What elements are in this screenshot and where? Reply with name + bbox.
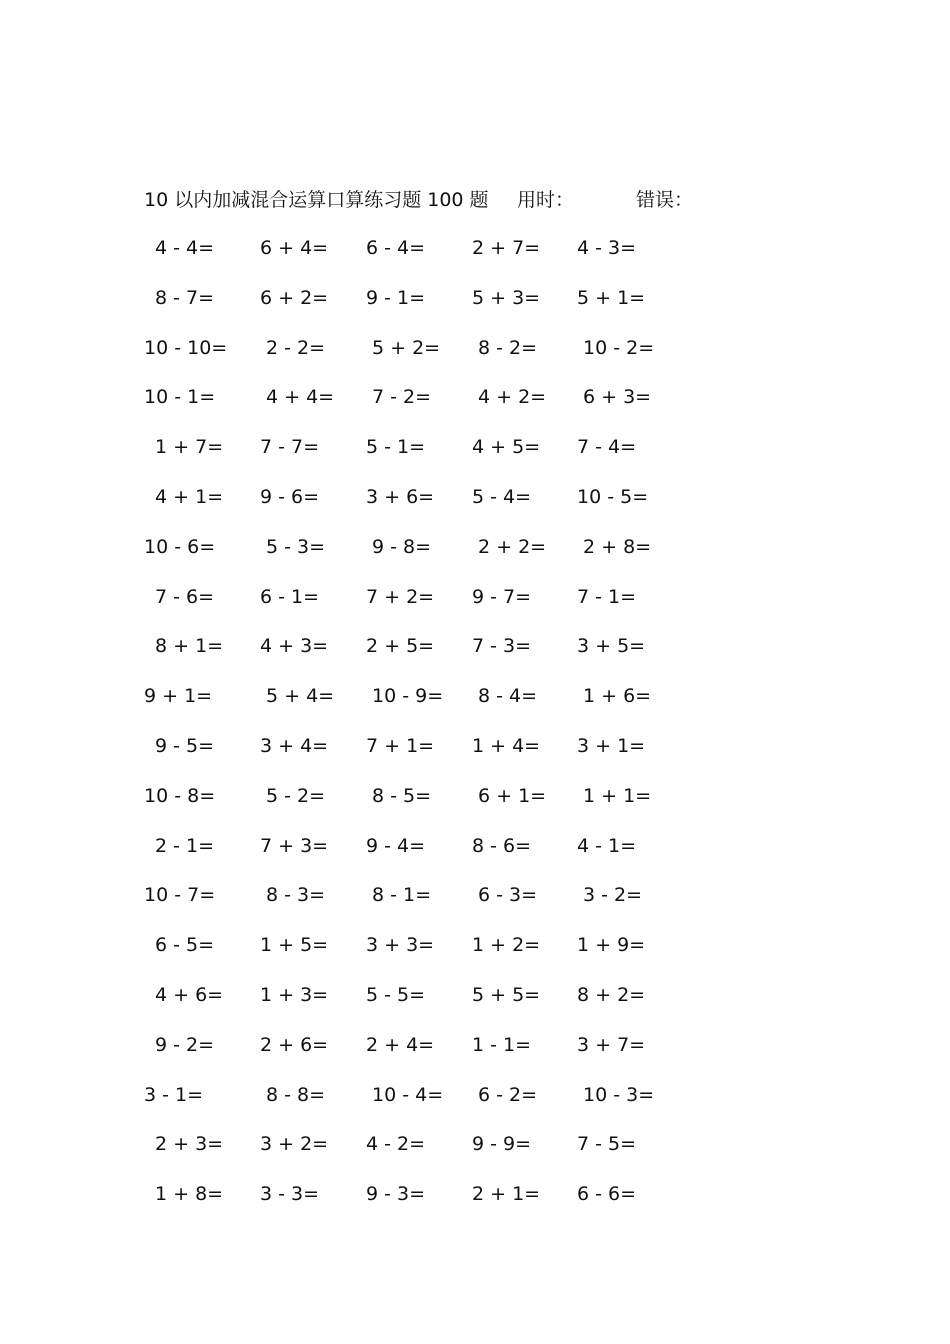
worksheet-title: 10 以内加减混合运算口算练习题 100 题 xyxy=(144,189,489,211)
problem-item: 4 + 3= xyxy=(260,635,329,658)
problem-item: 5 + 1= xyxy=(577,286,646,309)
problem-row xyxy=(0,532,950,582)
problem-item: 9 - 4= xyxy=(366,834,426,857)
problem-item: 9 - 5= xyxy=(155,734,215,757)
problem-item: 3 + 5= xyxy=(577,635,646,658)
problem-item: 10 - 8= xyxy=(144,784,216,807)
problem-item: 9 - 7= xyxy=(472,585,532,608)
problem-row xyxy=(0,681,950,731)
problem-row xyxy=(0,333,950,383)
problem-item: 9 - 8= xyxy=(372,535,432,558)
problem-item: 1 + 1= xyxy=(583,784,652,807)
problem-item: 8 + 1= xyxy=(155,635,224,658)
problem-item: 10 - 7= xyxy=(144,884,216,907)
error-count-label: 错误： xyxy=(636,189,694,211)
problem-item: 2 + 5= xyxy=(366,635,435,658)
problem-item: 2 + 3= xyxy=(155,1133,224,1156)
problem-item: 3 + 1= xyxy=(577,734,646,757)
problem-row xyxy=(0,582,950,632)
problem-item: 10 - 6= xyxy=(144,535,216,558)
problem-row xyxy=(0,1080,950,1130)
problem-item: 5 - 1= xyxy=(366,436,426,459)
problem-item: 8 - 1= xyxy=(372,884,432,907)
problem-row xyxy=(0,781,950,831)
problem-item: 3 + 4= xyxy=(260,734,329,757)
problem-item: 1 + 8= xyxy=(155,1183,224,1206)
problem-item: 7 - 2= xyxy=(372,386,432,409)
problem-item: 2 + 7= xyxy=(472,237,541,259)
problem-item: 8 - 3= xyxy=(266,884,326,907)
problem-item: 10 - 1= xyxy=(144,386,216,409)
problem-item: 1 + 6= xyxy=(583,685,652,708)
problem-item: 9 - 6= xyxy=(260,485,320,508)
problem-item: 7 - 4= xyxy=(577,436,637,459)
problem-item: 10 - 2= xyxy=(583,336,655,359)
problem-item: 6 - 4= xyxy=(366,237,426,259)
problem-item: 9 - 2= xyxy=(155,1033,215,1056)
problem-item: 10 - 10= xyxy=(144,336,228,359)
problem-item: 7 + 1= xyxy=(366,734,435,757)
problem-row xyxy=(0,831,950,881)
problem-item: 4 + 4= xyxy=(266,386,335,409)
problem-item: 9 + 1= xyxy=(144,685,213,708)
problem-item: 10 - 3= xyxy=(583,1083,655,1106)
problem-row xyxy=(0,1129,950,1179)
problem-item: 3 - 2= xyxy=(583,884,643,907)
problem-row xyxy=(0,233,950,283)
problem-item: 2 + 2= xyxy=(478,535,547,558)
problem-item: 6 - 5= xyxy=(155,934,215,957)
problem-item: 2 + 1= xyxy=(472,1183,541,1206)
problem-item: 2 + 8= xyxy=(583,535,652,558)
problem-row xyxy=(0,283,950,333)
problem-item: 8 - 4= xyxy=(478,685,538,708)
problem-item: 5 + 3= xyxy=(472,286,541,309)
problem-item: 1 + 7= xyxy=(155,436,224,459)
problem-item: 1 + 2= xyxy=(472,934,541,957)
problem-item: 4 + 1= xyxy=(155,485,224,508)
problem-item: 6 + 2= xyxy=(260,286,329,309)
problem-item: 3 + 3= xyxy=(366,934,435,957)
problem-row xyxy=(0,930,950,980)
problem-item: 4 - 3= xyxy=(577,237,637,259)
problem-item: 1 + 5= xyxy=(260,934,329,957)
problem-item: 2 + 6= xyxy=(260,1033,329,1056)
problem-item: 8 + 2= xyxy=(577,983,646,1006)
problem-item: 4 + 5= xyxy=(472,436,541,459)
problem-row xyxy=(0,382,950,432)
problem-item: 6 + 3= xyxy=(583,386,652,409)
problem-item: 5 - 2= xyxy=(266,784,326,807)
problem-grid xyxy=(0,233,950,1229)
problem-item: 7 - 6= xyxy=(155,585,215,608)
problem-item: 7 - 7= xyxy=(260,436,320,459)
problem-item: 5 + 5= xyxy=(472,983,541,1006)
problem-item: 5 + 2= xyxy=(372,336,441,359)
problem-item: 8 - 2= xyxy=(478,336,538,359)
problem-item: 6 + 4= xyxy=(260,237,329,259)
problem-item: 8 - 7= xyxy=(155,286,215,309)
problem-item: 5 - 5= xyxy=(366,983,426,1006)
problem-item: 6 - 3= xyxy=(478,884,538,907)
problem-item: 8 - 5= xyxy=(372,784,432,807)
problem-item: 9 - 3= xyxy=(366,1183,426,1206)
problem-item: 9 - 1= xyxy=(366,286,426,309)
problem-item: 1 + 4= xyxy=(472,734,541,757)
problem-item: 7 - 5= xyxy=(577,1133,637,1156)
problem-item: 5 + 4= xyxy=(266,685,335,708)
problem-item: 5 - 3= xyxy=(266,535,326,558)
problem-item: 3 - 3= xyxy=(260,1183,320,1206)
problem-item: 7 + 2= xyxy=(366,585,435,608)
problem-item: 1 - 1= xyxy=(472,1033,532,1056)
problem-item: 10 - 9= xyxy=(372,685,444,708)
problem-item: 4 - 1= xyxy=(577,834,637,857)
problem-row xyxy=(0,482,950,532)
problem-item: 2 - 1= xyxy=(155,834,215,857)
problem-row xyxy=(0,631,950,681)
problem-row xyxy=(0,1030,950,1080)
problem-item: 8 - 6= xyxy=(472,834,532,857)
problem-item: 4 + 6= xyxy=(155,983,224,1006)
time-spent-label: 用时： xyxy=(517,189,575,211)
problem-row xyxy=(0,432,950,482)
problem-item: 1 + 3= xyxy=(260,983,329,1006)
problem-item: 9 - 9= xyxy=(472,1133,532,1156)
problem-row xyxy=(0,980,950,1030)
problem-item: 7 - 1= xyxy=(577,585,637,608)
problem-item: 10 - 4= xyxy=(372,1083,444,1106)
problem-item: 4 - 2= xyxy=(366,1133,426,1156)
problem-item: 5 - 4= xyxy=(472,485,532,508)
problem-item: 3 + 7= xyxy=(577,1033,646,1056)
problem-item: 8 - 8= xyxy=(266,1083,326,1106)
problem-item: 1 + 9= xyxy=(577,934,646,957)
problem-item: 3 + 6= xyxy=(366,485,435,508)
problem-item: 10 - 5= xyxy=(577,485,649,508)
problem-item: 6 + 1= xyxy=(478,784,547,807)
problem-item: 6 - 1= xyxy=(260,585,320,608)
problem-item: 2 + 4= xyxy=(366,1033,435,1056)
problem-item: 6 - 2= xyxy=(478,1083,538,1106)
problem-item: 4 + 2= xyxy=(478,386,547,409)
problem-row xyxy=(0,1179,950,1229)
problem-item: 3 - 1= xyxy=(144,1083,204,1106)
problem-item: 3 + 2= xyxy=(260,1133,329,1156)
problem-row xyxy=(0,880,950,930)
problem-row xyxy=(0,731,950,781)
problem-item: 6 - 6= xyxy=(577,1183,637,1206)
problem-item: 7 - 3= xyxy=(472,635,532,658)
problem-item: 7 + 3= xyxy=(260,834,329,857)
problem-item: 4 - 4= xyxy=(155,237,215,259)
problem-item: 2 - 2= xyxy=(266,336,326,359)
